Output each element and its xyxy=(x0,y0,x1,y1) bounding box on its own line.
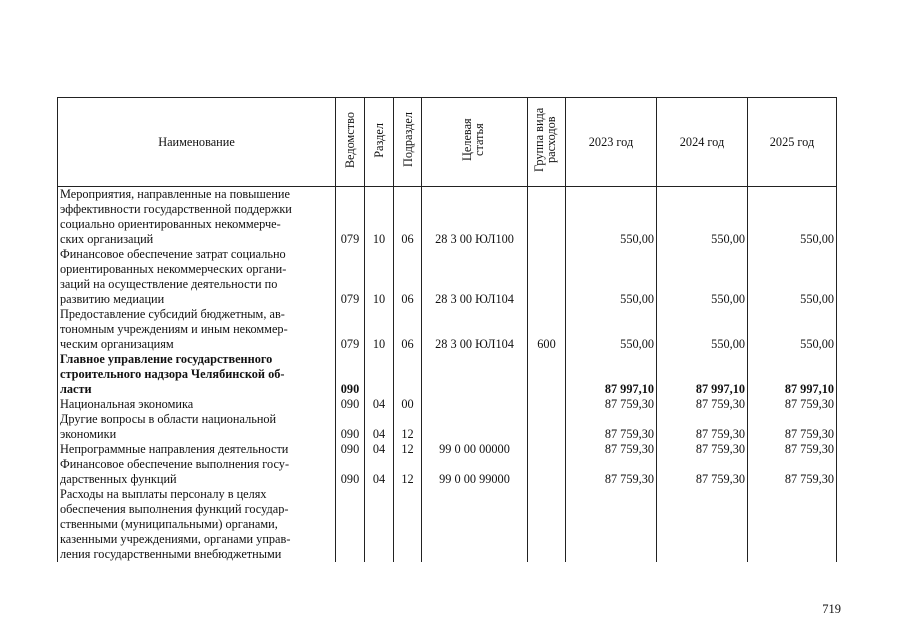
cell-podrazdel xyxy=(394,457,422,487)
cell-celevaya-statya-value: 28 3 00 ЮЛ104 xyxy=(435,337,514,351)
cell-vedomstvo-value: 090 xyxy=(340,472,360,486)
header-vedomstvo: Ведомство xyxy=(336,98,365,187)
header-2025: 2025 год xyxy=(748,98,837,187)
table-row xyxy=(58,307,837,352)
cell-vedomstvo xyxy=(336,442,365,457)
cell-2023-value: 87 997,10 xyxy=(604,382,654,396)
cell-vedomstvo xyxy=(336,247,365,307)
cell-2025-value: 550,00 xyxy=(800,337,834,351)
row-name-line: ческим организациям xyxy=(60,337,174,351)
cell-2023-value: 550,00 xyxy=(620,337,654,351)
header-name: Наименование xyxy=(58,98,336,187)
cell-gruppa xyxy=(528,352,566,397)
row-name-line: ских организаций xyxy=(60,232,154,246)
cell-2025-value: 550,00 xyxy=(800,292,834,306)
cell-razdel xyxy=(365,457,394,487)
cell-podrazdel-value: 06 xyxy=(401,337,414,351)
header-razdel: Раздел xyxy=(365,98,394,187)
cell-2023 xyxy=(566,352,657,397)
cell-2025-value: 550,00 xyxy=(800,232,834,246)
cell-2025 xyxy=(748,247,837,307)
cell-celevaya-statya-value: 28 3 00 ЮЛ104 xyxy=(435,292,514,306)
cell-2025 xyxy=(748,487,837,562)
cell-podrazdel xyxy=(394,187,422,248)
cell-celevaya-statya xyxy=(422,412,528,442)
cell-2023 xyxy=(566,307,657,352)
row-name-line: обеспечения выполнения функций государ- xyxy=(60,502,289,516)
cell-razdel xyxy=(365,442,394,457)
cell-razdel-value: 10 xyxy=(372,337,386,351)
cell-2024-value: 87 759,30 xyxy=(695,427,745,441)
cell-vedomstvo xyxy=(336,412,365,442)
cell-razdel xyxy=(365,247,394,307)
row-name xyxy=(58,307,336,352)
cell-2025-value: 87 759,30 xyxy=(784,427,834,441)
cell-gruppa xyxy=(528,442,566,457)
cell-podrazdel xyxy=(394,247,422,307)
cell-gruppa xyxy=(528,187,566,248)
cell-celevaya-statya-value: 99 0 00 99000 xyxy=(439,472,510,486)
row-name-line: Мероприятия, направленные на повышение xyxy=(60,187,290,201)
cell-vedomstvo xyxy=(336,352,365,397)
cell-vedomstvo xyxy=(336,187,365,248)
cell-razdel xyxy=(365,412,394,442)
cell-vedomstvo-value: 090 xyxy=(340,382,360,396)
row-name xyxy=(58,247,336,307)
cell-vedomstvo-value: 090 xyxy=(340,427,360,441)
row-name-line: ственными (муниципальными) органами, xyxy=(60,517,278,531)
cell-2024 xyxy=(657,457,748,487)
cell-2025 xyxy=(748,397,837,412)
cell-2023-value: 550,00 xyxy=(620,232,654,246)
row-name xyxy=(58,457,336,487)
cell-celevaya-statya xyxy=(422,352,528,397)
cell-2025-value: 87 759,30 xyxy=(784,442,834,456)
table-row xyxy=(58,457,837,487)
row-name xyxy=(58,187,336,248)
cell-2024 xyxy=(657,487,748,562)
row-name-line: развитию медиации xyxy=(60,292,165,306)
cell-2025 xyxy=(748,307,837,352)
budget-table xyxy=(57,97,837,562)
cell-2025-value: 87 759,30 xyxy=(784,397,834,411)
cell-vedomstvo xyxy=(336,307,365,352)
header-podrazdel: Подраздел xyxy=(394,98,422,187)
row-name-line: Национальная экономика xyxy=(60,397,194,411)
cell-podrazdel-value: 12 xyxy=(401,472,414,486)
cell-vedomstvo xyxy=(336,397,365,412)
cell-razdel xyxy=(365,397,394,412)
row-name-line: Предоставление субсидий бюджетным, ав- xyxy=(60,307,285,321)
cell-2023 xyxy=(566,187,657,248)
cell-razdel xyxy=(365,487,394,562)
cell-celevaya-statya xyxy=(422,397,528,412)
cell-2024-value: 87 759,30 xyxy=(695,397,745,411)
row-name-line: заций на осуществление деятельности по xyxy=(60,277,278,291)
cell-gruppa xyxy=(528,397,566,412)
row-name-line: ориентированных некоммерческих органи- xyxy=(60,262,287,276)
cell-2023 xyxy=(566,442,657,457)
table-row xyxy=(58,352,837,397)
cell-razdel xyxy=(365,307,394,352)
table-header-row xyxy=(58,98,837,187)
cell-vedomstvo-value: 079 xyxy=(340,232,360,246)
cell-2024-value: 87 759,30 xyxy=(695,472,745,486)
cell-2025-value: 87 759,30 xyxy=(784,472,834,486)
cell-2023-value: 87 759,30 xyxy=(604,472,654,486)
cell-podrazdel-value: 00 xyxy=(401,397,414,411)
header-2023: 2023 год xyxy=(566,98,657,187)
cell-2023 xyxy=(566,397,657,412)
cell-2025-value: 87 997,10 xyxy=(784,382,834,396)
cell-gruppa xyxy=(528,487,566,562)
cell-2025 xyxy=(748,352,837,397)
row-name-line: Непрограммные направления деятельности xyxy=(60,442,289,456)
cell-2024 xyxy=(657,187,748,248)
header-celevaya-statya: Целевая статья xyxy=(422,98,528,187)
cell-razdel-value: 04 xyxy=(372,442,386,456)
cell-2023-value: 87 759,30 xyxy=(604,427,654,441)
cell-2024 xyxy=(657,412,748,442)
cell-2025 xyxy=(748,442,837,457)
cell-podrazdel xyxy=(394,412,422,442)
row-name xyxy=(58,397,336,412)
cell-vedomstvo-value: 079 xyxy=(340,337,360,351)
cell-2023-value: 87 759,30 xyxy=(604,397,654,411)
row-name-line: Другие вопросы в области национальной xyxy=(60,412,277,426)
cell-2024 xyxy=(657,352,748,397)
table-row xyxy=(58,187,837,248)
table-row xyxy=(58,247,837,307)
row-name-line: казенными учреждениями, органами управ- xyxy=(60,532,291,546)
cell-podrazdel-value: 12 xyxy=(401,427,414,441)
row-name xyxy=(58,412,336,442)
row-name-line: дарственных функций xyxy=(60,472,177,486)
cell-2023-value: 87 759,30 xyxy=(604,442,654,456)
row-name xyxy=(58,352,336,397)
row-name-line: Финансовое обеспечение выполнения госу- xyxy=(60,457,290,471)
cell-razdel-value: 04 xyxy=(372,397,386,411)
table-row xyxy=(58,397,837,412)
row-name-line: ласти xyxy=(60,382,92,396)
cell-2024 xyxy=(657,397,748,412)
cell-vedomstvo-value: 090 xyxy=(340,442,360,456)
cell-2024-value: 87 759,30 xyxy=(695,442,745,456)
cell-podrazdel-value: 06 xyxy=(401,292,414,306)
table-row xyxy=(58,487,837,562)
cell-2024 xyxy=(657,307,748,352)
cell-2025 xyxy=(748,187,837,248)
cell-celevaya-statya-value: 99 0 00 00000 xyxy=(439,442,510,456)
cell-2024 xyxy=(657,442,748,457)
cell-2023 xyxy=(566,487,657,562)
cell-2024-value: 87 997,10 xyxy=(695,382,745,396)
cell-2025 xyxy=(748,457,837,487)
row-name-line: ления государственными внебюджетными xyxy=(60,547,282,561)
cell-2024-value: 550,00 xyxy=(711,232,745,246)
cell-celevaya-statya xyxy=(422,487,528,562)
table-row xyxy=(58,442,837,457)
cell-podrazdel xyxy=(394,487,422,562)
cell-gruppa xyxy=(528,457,566,487)
row-name-line: Главное управление государственного xyxy=(60,352,273,366)
cell-vedomstvo xyxy=(336,487,365,562)
row-name xyxy=(58,442,336,457)
cell-2023-value: 550,00 xyxy=(620,292,654,306)
cell-vedomstvo-value: 079 xyxy=(340,292,360,306)
cell-podrazdel xyxy=(394,397,422,412)
cell-razdel-value: 04 xyxy=(372,427,386,441)
header-2024: 2024 год xyxy=(657,98,748,187)
cell-gruppa xyxy=(528,307,566,352)
cell-razdel xyxy=(365,352,394,397)
cell-razdel-value: 10 xyxy=(372,292,386,306)
row-name-line: эффективности государственной поддержки xyxy=(60,202,292,216)
cell-celevaya-statya xyxy=(422,442,528,457)
cell-celevaya-statya xyxy=(422,457,528,487)
table-row xyxy=(58,412,837,442)
cell-razdel xyxy=(365,187,394,248)
page-number: 719 xyxy=(822,602,841,616)
cell-2024-value: 550,00 xyxy=(711,292,745,306)
cell-celevaya-statya-value: 28 3 00 ЮЛ100 xyxy=(435,232,514,246)
row-name-line: экономики xyxy=(60,427,117,441)
cell-celevaya-statya xyxy=(422,187,528,248)
cell-podrazdel xyxy=(394,442,422,457)
cell-podrazdel-value: 12 xyxy=(401,442,414,456)
cell-vedomstvo xyxy=(336,457,365,487)
cell-gruppa-value: 600 xyxy=(537,337,556,351)
row-name-line: Расходы на выплаты персоналу в целях xyxy=(60,487,267,501)
row-name xyxy=(58,487,336,562)
cell-celevaya-statya xyxy=(422,247,528,307)
cell-2023 xyxy=(566,457,657,487)
cell-podrazdel xyxy=(394,352,422,397)
row-name-line: строительного надзора Челябинской об- xyxy=(60,367,285,381)
row-name-line: социально ориентированных некоммерче- xyxy=(60,217,281,231)
cell-razdel-value: 10 xyxy=(372,232,386,246)
cell-2023 xyxy=(566,412,657,442)
cell-vedomstvo-value: 090 xyxy=(340,397,360,411)
row-name-line: Финансовое обеспечение затрат социально xyxy=(60,247,286,261)
cell-2024 xyxy=(657,247,748,307)
cell-gruppa xyxy=(528,412,566,442)
cell-2024-value: 550,00 xyxy=(711,337,745,351)
cell-podrazdel-value: 06 xyxy=(401,232,414,246)
cell-razdel-value: 04 xyxy=(372,472,386,486)
cell-gruppa xyxy=(528,247,566,307)
cell-2025 xyxy=(748,412,837,442)
cell-podrazdel xyxy=(394,307,422,352)
row-name-line: тономным учреждениям и иным некоммер- xyxy=(60,322,288,336)
header-gruppa-vida-rashodov: Группа вида расходов xyxy=(528,98,566,187)
cell-2023 xyxy=(566,247,657,307)
cell-celevaya-statya xyxy=(422,307,528,352)
